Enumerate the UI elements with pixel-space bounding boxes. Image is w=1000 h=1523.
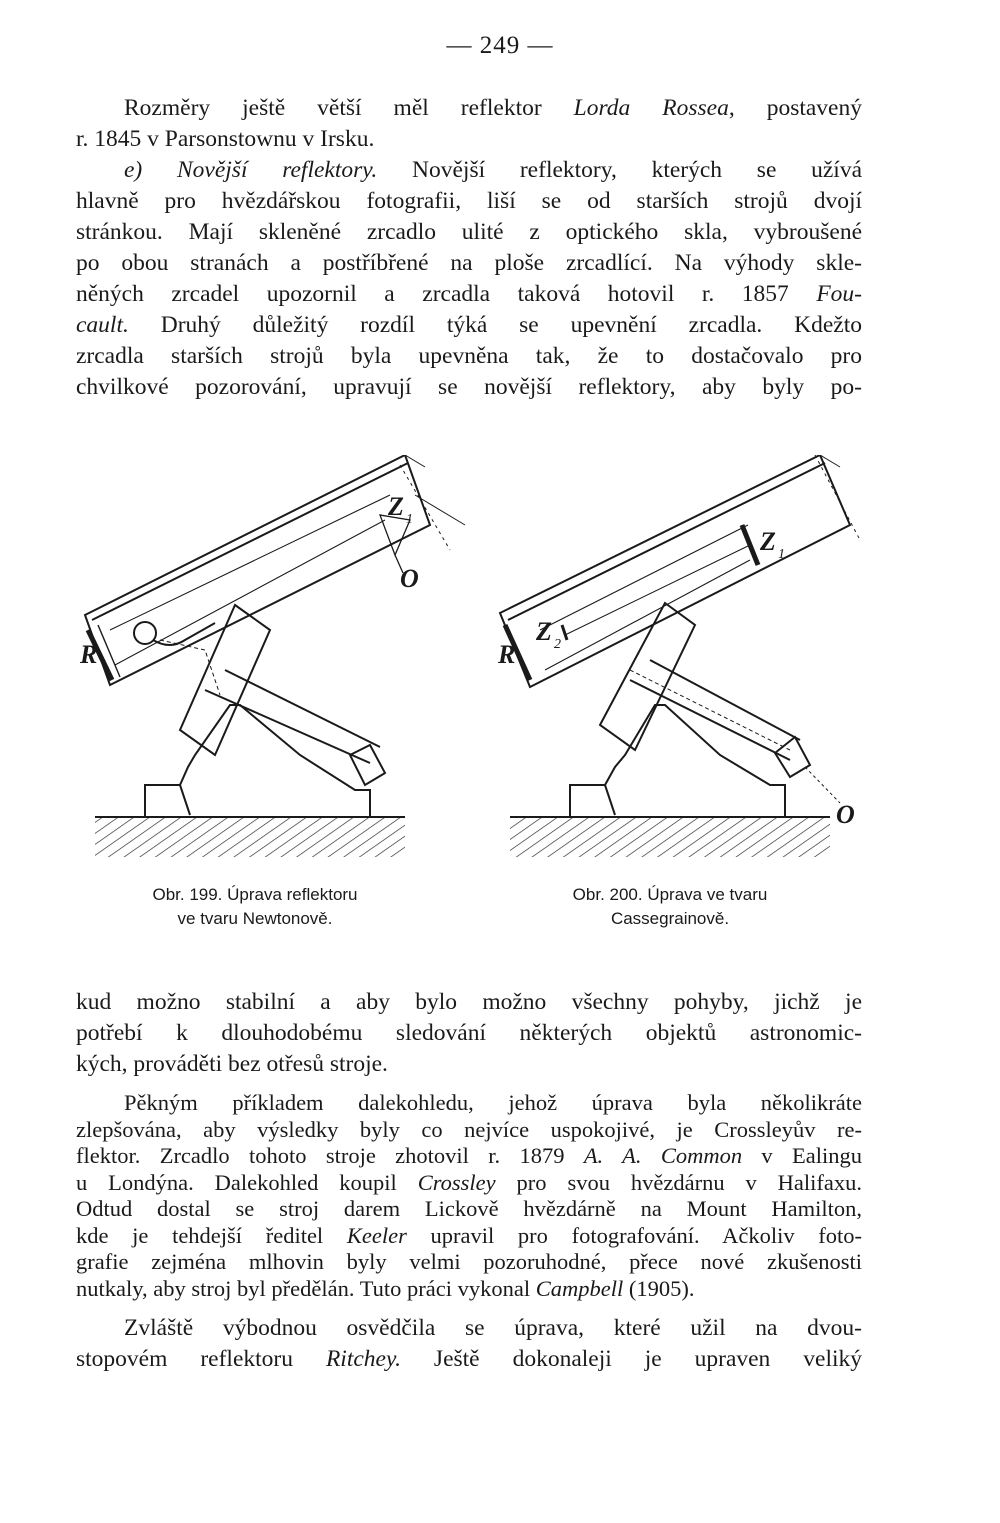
paragraph-ritchey	[76, 1313, 862, 1375]
fig1-caption-line2: ve tvaru Newtonově.	[177, 909, 333, 928]
text-line: stopovém reflektoru Ritchey. Ještě dokonaleji je upraven veliký	[76, 1346, 862, 1372]
fig2-label-z1-sub: 1	[778, 547, 785, 562]
text-line: hlavně pro hvězdářskou fotografii, liší se od starších strojů dvojí	[76, 188, 862, 214]
text-line: kých, prováděti bez otřesů stroje.	[76, 1051, 388, 1077]
fig1-label-z1: Z	[388, 492, 404, 521]
text-line: e) Novější reflektory. Novější reflektory, kterých se užívá	[124, 157, 862, 183]
fig2-label-z1: Z	[760, 527, 776, 556]
fig1-caption-line1: Obr. 199. Úprava reflektoru	[152, 885, 358, 904]
text-line: flektor. Zrcadlo tohoto stroje zhotovil r. 1879 A. A. Common v Ealingu	[76, 1143, 862, 1168]
fig2-caption	[510, 883, 830, 931]
text-line: Pěkným příkladem dalekohledu, jehož úprava byla několikráte	[124, 1090, 862, 1115]
text-line: Rozměry ještě větší měl reflektor Lorda Rossea, postavený	[124, 95, 862, 121]
fig2-label-z2-sub: 2	[554, 637, 561, 652]
fig1-label-o: O	[400, 564, 419, 593]
page-number: — 249 —	[446, 32, 554, 59]
text-line: zlepšována, aby výsledky byly co nejvíce uspokojivé, je Crossleyův re-	[76, 1116, 862, 1142]
paragraph-crossley	[76, 1090, 862, 1302]
text-line: nutkaly, aby stroj byl předělán. Tuto práci vykonal Campbell (1905).	[76, 1275, 695, 1301]
text-line: Zvláště výbodnou osvědčila se úprava, které užil na dvou-	[124, 1315, 862, 1341]
figures-illustration	[70, 455, 870, 875]
fig1-caption	[95, 883, 415, 931]
text-line: potřebí k dlouhodobému sledování některých objektů astronomic-	[76, 1020, 862, 1046]
text-line: kde je tehdejší ředitel Keeler upravil pro fotografování. Ačkoliv foto-	[76, 1222, 862, 1248]
fig2-caption-line1: Obr. 200. Úprava ve tvaru	[572, 885, 768, 904]
fig1-label-r: R	[80, 640, 98, 669]
cassegrain-telescope-drawing	[500, 455, 860, 857]
paragraph-continuation	[76, 987, 862, 1080]
fig2-label-r: R	[498, 640, 516, 669]
text-line: grafie zejména mlhovin byly velmi pozoruhodné, přece nové zkušenosti	[76, 1249, 862, 1274]
text-line: zrcadla starších strojů byla upevněna tak, že to dostačovalo pro	[76, 343, 862, 369]
text-line: něných zrcadel upozornil a zrcadla taková hotovil r. 1857 Fou-	[76, 281, 862, 307]
text-line: kud možno stabilní a aby bylo možno všechny pohyby, jichž je	[76, 989, 862, 1015]
text-line: stránkou. Mají skleněné zrcadlo ulité z optického skla, vybroušené	[76, 219, 862, 245]
paragraph-top	[76, 93, 862, 403]
fig2-label-o: O	[836, 800, 855, 829]
fig2-label-z2: Z	[536, 617, 552, 646]
text-line: Odtud dostal se stroj darem Lickově hvězdárně na Mount Hamilton,	[76, 1196, 862, 1221]
text-line: chvilkové pozorování, upravují se novější reflektory, aby byly po-	[76, 374, 862, 400]
figures-area	[70, 455, 870, 855]
text-line: u Londýna. Dalekohled koupil Crossley pro svou hvězdárnu v Halifaxu.	[76, 1169, 862, 1195]
fig2-caption-line2: Cassegrainově.	[610, 909, 730, 928]
text-line: cault. Druhý důležitý rozdíl týká se upevnění zrcadla. Kdežto	[76, 312, 862, 338]
fig1-label-z1-sub: 1	[406, 512, 413, 527]
text-line: r. 1845 v Parsonstownu v Irsku.	[76, 126, 375, 152]
text-line: po obou stranách a postříbřené na ploše zrcadlící. Na výhody skle-	[76, 250, 862, 276]
